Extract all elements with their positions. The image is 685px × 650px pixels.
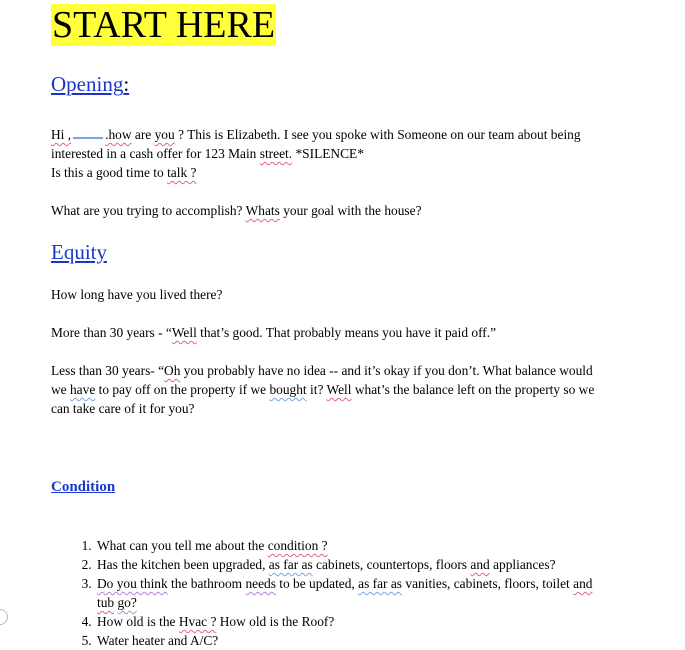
greeting-hi: Hi ,: [51, 127, 72, 142]
item1-start: What can you tell me about the: [97, 538, 265, 553]
list-item: [95, 612, 605, 631]
item2-as-far-as: as far as: [268, 557, 313, 572]
less-rest4: what’s the balance left on the property so we can take care of it for you?: [51, 382, 595, 416]
less-rest1: you probably have no idea -- and it’s okay if you don’t. What balance would we: [51, 363, 593, 397]
less-oh: Oh: [164, 363, 181, 378]
less-than-30-paragraph: [51, 361, 611, 418]
list-item: [95, 574, 605, 612]
opening-heading[interactable]: [51, 72, 129, 96]
question-end: your goal with the house?: [283, 203, 422, 218]
comment-marker-icon[interactable]: [0, 609, 8, 625]
more-rest: that’s good. That probably means you have it paid off.”: [200, 325, 497, 340]
item3-the-bathroom: the bathroom: [171, 576, 243, 591]
item3-mid: to be updated,: [279, 576, 355, 591]
item4-start: How old is the: [97, 614, 176, 629]
item3-rest: vanities, cabinets, floors, toilet: [405, 576, 570, 591]
opening-heading-colon: :: [123, 72, 130, 96]
name-blank: [73, 136, 103, 139]
item4-hvac: Hvac ?: [178, 614, 217, 629]
item2-end: appliances?: [493, 557, 556, 572]
less-prefix: Less than 30 years- “: [51, 363, 165, 378]
item3-do-you-think: Do you think: [97, 576, 168, 591]
less-rest3: it?: [310, 382, 324, 397]
greeting-you: you: [154, 127, 175, 142]
item1-condition: condition ?: [267, 538, 328, 553]
greeting-are: are: [134, 127, 152, 142]
question-start: What are you trying to accomplish?: [51, 203, 243, 218]
item3-and-tub: and tub: [97, 576, 593, 610]
goal-question: [51, 201, 611, 220]
page-title: START HERE: [52, 4, 276, 46]
more-than-30-paragraph: [51, 323, 611, 342]
good-time-talk: talk ?: [167, 165, 197, 180]
item2-start: Has the kitchen been upgraded,: [97, 557, 266, 572]
greeting-rest: ? This is Elizabeth. I see you spoke with Someone on our team about being interested in a cash offer for 123 Main: [51, 127, 581, 161]
greeting-paragraph: [51, 125, 611, 182]
question-whats: Whats: [245, 203, 280, 218]
equity-heading[interactable]: Equity: [51, 240, 107, 264]
list-item: [95, 536, 605, 555]
item2-and: and: [470, 557, 490, 572]
item4-end: How old is the Roof?: [219, 614, 335, 629]
condition-questions-list: [51, 536, 605, 650]
condition-heading[interactable]: Condition: [51, 479, 116, 495]
good-time-start: Is this a good time to: [51, 165, 164, 180]
more-prefix: More than 30 years - “: [51, 325, 172, 340]
less-well: Well: [326, 382, 352, 397]
item3-as-far-as: as far as: [358, 576, 403, 591]
list-item: 5. Water heater and A/C?: [95, 631, 605, 650]
item2-mid: cabinets, countertops, floors: [316, 557, 468, 572]
more-well: Well: [171, 325, 197, 340]
how-long-question: How long have you lived there?: [51, 287, 223, 302]
item3-go: go?: [117, 595, 137, 610]
list-item: [95, 555, 605, 574]
greeting-street: street.: [259, 146, 293, 161]
opening-heading-text[interactable]: Opening: [51, 72, 124, 96]
less-rest2: to pay off on the property if we: [98, 382, 267, 397]
greeting-silence: *SILENCE*: [295, 146, 364, 161]
item3-needs: needs: [245, 576, 276, 591]
less-have: have: [69, 382, 96, 397]
less-bought: bought: [269, 382, 307, 397]
greeting-how: .how: [105, 127, 132, 142]
